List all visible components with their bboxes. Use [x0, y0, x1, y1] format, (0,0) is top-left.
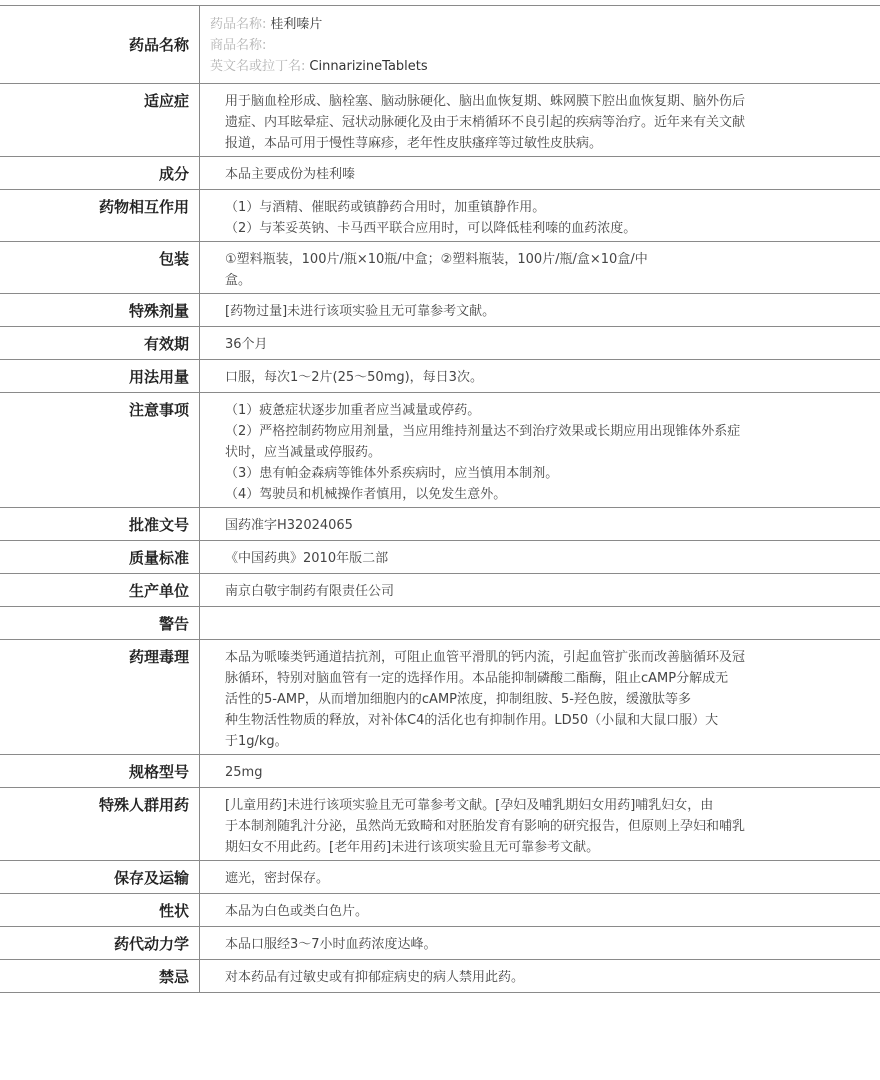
row-precautions: [0, 393, 880, 508]
row-label: 有效期: [0, 327, 200, 359]
row-approval-number: [0, 508, 880, 541]
row-value: 口服，每次1～2片(25～50mg)，每日3次。: [225, 370, 483, 385]
row-value: 用于脑血栓形成、脑栓塞、脑动脉硬化、脑出血恢复期、蛛网膜下腔出血恢复期、脑外伤后 遗症、内耳眩晕症、冠状动脉硬化及由于末梢循环不良引起的疾病等治疗。近年来有关文献 报道，本品可用于慢性荨麻疹，老年性皮肤瘙痒等过敏性皮肤病。: [225, 94, 746, 151]
row-pharmacokinetics: [0, 927, 880, 960]
row-value: [200, 607, 880, 639]
row-value: 本品为白色或类白色片。: [225, 904, 369, 919]
row-value: 25mg: [225, 765, 263, 780]
row-label: 特殊人群用药: [0, 788, 200, 860]
generic-name-field: 药品名称: 桂利嗪片: [210, 17, 323, 32]
row-pharmacology: [0, 640, 880, 755]
row-storage: [0, 861, 880, 894]
row-usage: [0, 360, 880, 393]
row-label: 成分: [0, 157, 200, 189]
row-label: 药理毒理: [0, 640, 200, 754]
row-label: 生产单位: [0, 574, 200, 606]
row-validity: [0, 327, 880, 360]
row-label: 药物相互作用: [0, 190, 200, 241]
row-label: 适应症: [0, 84, 200, 156]
row-label: 保存及运输: [0, 861, 200, 893]
row-label: 警告: [0, 607, 200, 639]
row-value: （1）与酒精、催眠药或镇静药合用时，加重镇静作用。 （2）与苯妥英钠、卡马西平联合应用时，可以降低桂利嗪的血药浓度。: [225, 200, 637, 236]
row-indications: [0, 84, 880, 157]
drug-info-table: [0, 5, 880, 993]
row-value: 《中国药典》2010年版二部: [225, 551, 389, 566]
row-label: 药代动力学: [0, 927, 200, 959]
row-manufacturer: [0, 574, 880, 607]
row-value: 本品主要成份为桂利嗪: [225, 167, 356, 182]
row-value: （1）疲惫症状逐步加重者应当减量或停药。 （2）严格控制药物应用剂量，当应用维持剂量达不到治疗效果或长期应用出现锥体外系症 状时，应当减量或停服药。 （3）患有帕金森病等锥体外系疾病时，应当慎用本制剂。 （4）驾驶员和机械操作者慎用，以免发生意外。: [225, 403, 741, 502]
row-label: 包装: [0, 242, 200, 293]
row-value: 本品口服经3～7小时血药浓度达峰。: [225, 937, 437, 952]
row-warning: [0, 607, 880, 640]
row-packaging: [0, 242, 880, 294]
row-label: 性状: [0, 894, 200, 926]
row-label: 注意事项: [0, 393, 200, 507]
row-label: 用法用量: [0, 360, 200, 392]
row-value: 36个月: [225, 337, 268, 352]
english-name-field: 英文名或拉丁名: CinnarizineTablets: [210, 59, 428, 74]
row-value: 国药准字H32024065: [225, 518, 353, 533]
row-special-population: [0, 788, 880, 861]
row-value: [药物过量]未进行该项实验且无可靠参考文献。: [225, 304, 496, 319]
row-value: [200, 6, 880, 83]
row-value: [儿童用药]未进行该项实验且无可靠参考文献。[孕妇及哺乳期妇女用药]哺乳妇女，由 于本制剂随乳汁分泌，虽然尚无致畸和对胚胎发育有影响的研究报告，但原则上孕妇和哺乳 期妇女不用此药。[老年用药]未进行该项实验且无可靠参考文献。: [225, 798, 746, 855]
row-special-dose: [0, 294, 880, 327]
row-label: 药品名称: [0, 6, 200, 83]
row-value: 遮光，密封保存。: [225, 871, 330, 886]
row-value: ①塑料瓶装，100片/瓶×10瓶/中盒；②塑料瓶装，100片/瓶/盒×10盒/中 盒。: [225, 252, 648, 288]
row-quality-standard: [0, 541, 880, 574]
trade-name-field: 商品名称:: [210, 38, 267, 53]
row-value: 本品为哌嗪类钙通道拮抗剂，可阻止血管平滑肌的钙内流，引起血管扩张而改善脑循环及冠 脉循环，特别对脑血管有一定的选择作用。本品能抑制磷酸二酯酶，阻止cAMP分解成无 活性的5-AMP，从而增加细胞内的cAMP浓度，抑制组胺、5-羟色胺，缓激肽等多 种生物活性物质的释放，对补体C4的活化也有抑制作用。LD50（小鼠和大鼠口服）大 于1g/kg。: [225, 650, 746, 749]
row-spec: [0, 755, 880, 788]
row-label: 禁忌: [0, 960, 200, 992]
row-label: 质量标准: [0, 541, 200, 573]
row-value: 对本药品有过敏史或有抑郁症病史的病人禁用此药。: [225, 970, 525, 985]
row-drug-name: [0, 6, 880, 84]
row-label: 批准文号: [0, 508, 200, 540]
row-label: 规格型号: [0, 755, 200, 787]
row-interactions: [0, 190, 880, 242]
row-contraindications: [0, 960, 880, 993]
row-appearance: [0, 894, 880, 927]
row-ingredients: [0, 157, 880, 190]
row-value: 南京白敬宇制药有限责任公司: [225, 584, 395, 599]
row-label: 特殊剂量: [0, 294, 200, 326]
